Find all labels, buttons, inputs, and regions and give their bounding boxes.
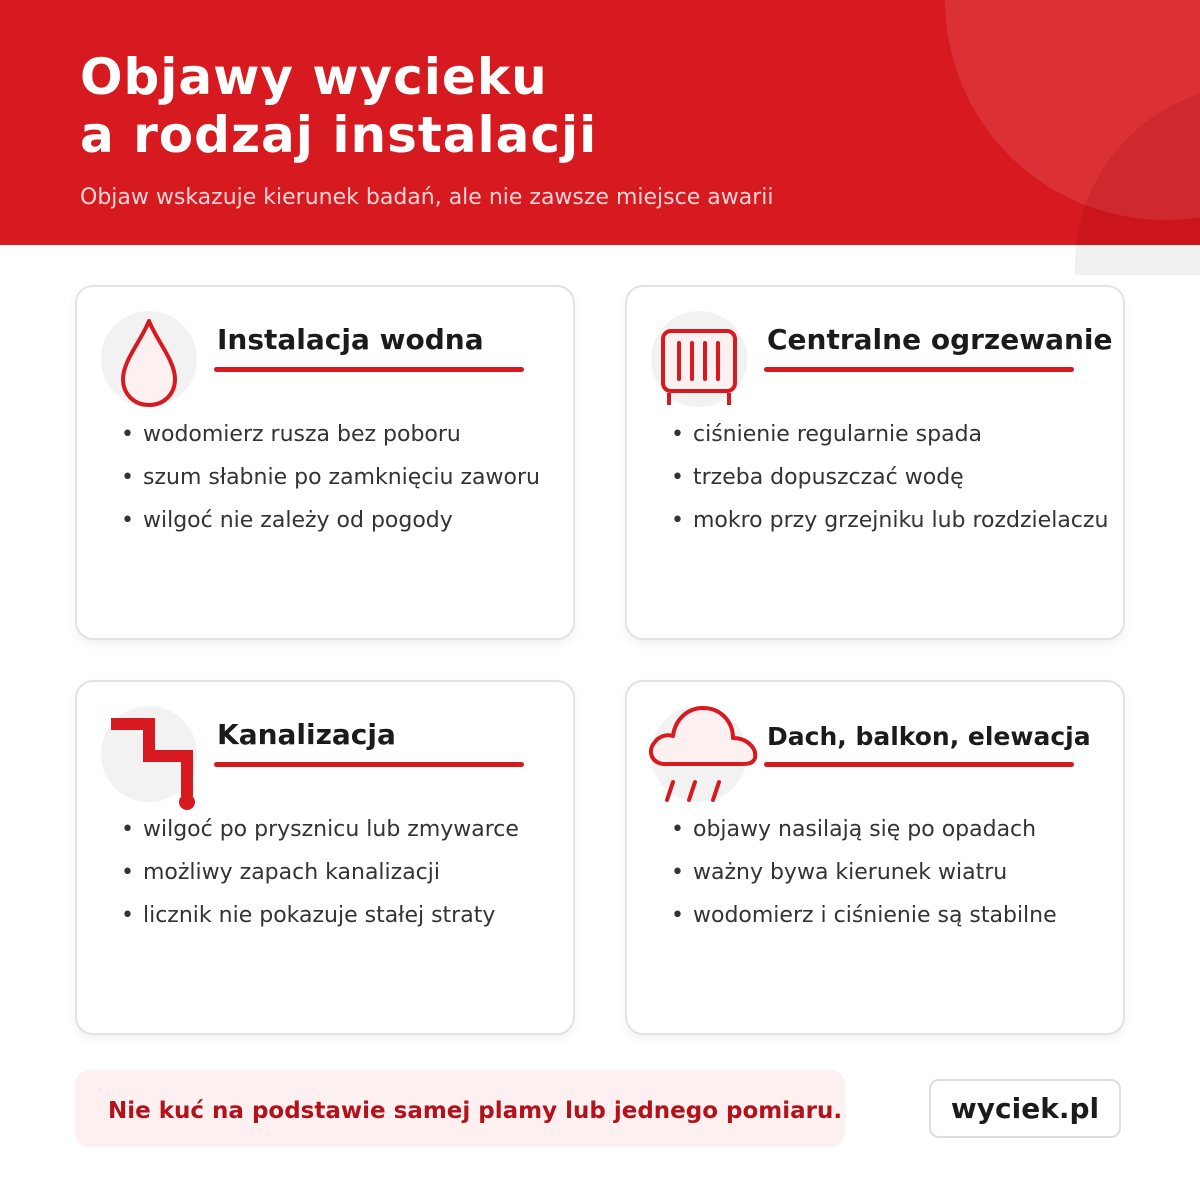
radiator-icon (659, 327, 739, 409)
list-item: • licznik nie pokazuje stałej straty (121, 894, 519, 937)
symptom-list (121, 808, 519, 937)
page-title-line-1: Objawy wycieku (80, 48, 548, 106)
list-item: • szum słabnie po zamknięciu zaworu (121, 456, 540, 499)
list-item: • mokro przy grzejniku lub rozdzielaczu (671, 499, 1108, 542)
header-banner (0, 0, 1200, 245)
list-item: • wodomierz i ciśnienie są stabilne (671, 894, 1057, 937)
page-subtitle: Objaw wskazuje kierunek badań, ale nie zawsze miejsce awarii (80, 185, 774, 210)
list-item: • ważny bywa kierunek wiatru (671, 851, 1057, 894)
title-underline (214, 367, 524, 372)
drain-pipe-icon (109, 716, 199, 812)
list-item: • wodomierz rusza bez poboru (121, 413, 540, 456)
symptom-list (121, 413, 540, 542)
rain-cloud-icon (643, 700, 761, 806)
list-item: • objawy nasilają się po opadach (671, 808, 1057, 851)
list-item: • trzeba dopuszczać wodę (671, 456, 1108, 499)
card-title: Kanalizacja (217, 718, 396, 751)
list-item: • ciśnienie regularnie spada (671, 413, 1108, 456)
title-underline (764, 367, 1074, 372)
symptom-list (671, 413, 1108, 542)
card-title: Dach, balkon, elewacja (767, 722, 1091, 751)
title-underline (764, 762, 1074, 767)
warning-note-text: Nie kuć na podstawie samej plamy lub jednego pomiaru. (108, 1098, 843, 1124)
list-item: • wilgoć po prysznicu lub zmywarce (121, 808, 519, 851)
card-title: Centralne ogrzewanie (767, 323, 1113, 356)
brand-logo: wyciek.pl (929, 1079, 1121, 1138)
warning-note (75, 1070, 845, 1147)
card-roof-balcony-facade (625, 680, 1125, 1035)
title-underline (214, 762, 524, 767)
card-title: Instalacja wodna (217, 323, 484, 356)
card-water-installation (75, 285, 575, 640)
page-title (80, 48, 840, 164)
decorative-circle (1075, 245, 1200, 275)
card-sewage (75, 680, 575, 1035)
list-item: • możliwy zapach kanalizacji (121, 851, 519, 894)
card-central-heating (625, 285, 1125, 640)
water-drop-icon (117, 317, 181, 409)
list-item: • wilgoć nie zależy od pogody (121, 499, 540, 542)
page-title-line-2: a rodzaj instalacji (80, 106, 598, 164)
symptom-list (671, 808, 1057, 937)
